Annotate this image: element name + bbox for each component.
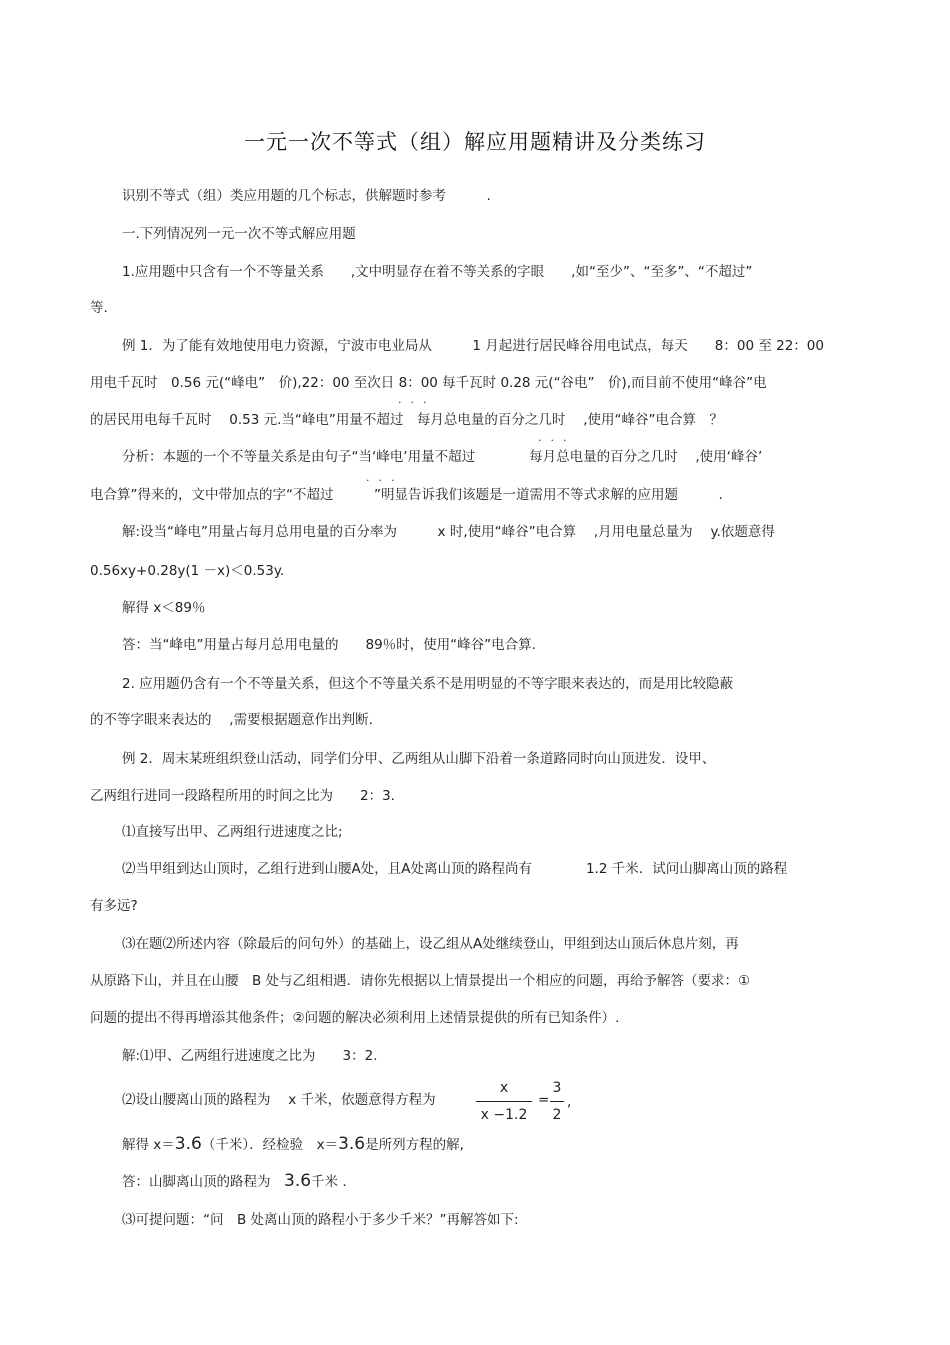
fraction-left bbox=[476, 1078, 532, 1128]
example1-line2: 用电千瓦时 0.56 元(“峰电” 价),22：00 至次日 8：00 每千瓦时 0.28 元(“谷电” 价),而目前不使用“峰谷”电 bbox=[90, 375, 767, 391]
example2-line1: 例 2．周末某班组织登山活动，同学们分甲、乙两组从山脚下沿着一条道路同时向山顶进发．设甲、 bbox=[122, 751, 716, 767]
example2-question2: ⑵当甲组到达山顶时，乙组行进到山腰A处，且A处离山顶的路程尚有 1.2 千米．试问山脚离山顶的路程 bbox=[122, 861, 788, 877]
solution2-part3: ⑶可提问题：“问 B 处离山顶的路程小于多少千米？”再解答如下: bbox=[122, 1212, 519, 1228]
emphasis-dots: ··· bbox=[366, 474, 404, 487]
answer-prefix: 答：山脚离山顶的路程为 bbox=[122, 1174, 284, 1190]
item2-line2: 的不等字眼来表达的 ,需要根据题意作出判断. bbox=[90, 712, 373, 728]
result-prefix: 解得 x＝ bbox=[122, 1137, 175, 1153]
equals-sign: = bbox=[538, 1092, 550, 1108]
item1-line2: 等. bbox=[90, 300, 108, 316]
item2-line1: 2. 应用题仍含有一个不等量关系，但这个不等量关系不是用明显的不等字眼来表达的，而是用比较隐蔽 bbox=[122, 676, 734, 692]
page-title: 一元一次不等式（组）解应用题精讲及分类练习 bbox=[244, 130, 706, 154]
item1-line1: 1.应用题中只含有一个不等量关系 ,文中明显存在着不等关系的字眼 ,如“至少”、“至多”、“不超过” bbox=[122, 264, 753, 280]
fraction-bar bbox=[550, 1101, 564, 1102]
solution2-part2-result bbox=[122, 1136, 464, 1153]
result-check: （千米）．经检验 x＝ bbox=[201, 1137, 339, 1153]
fraction-denominator: x −1.2 bbox=[480, 1107, 528, 1123]
solution2-part2: ⑵设山腰离山顶的路程为 x 千米，依题意得方程为 bbox=[122, 1092, 436, 1108]
solution1-line1: 解:设当“峰电”用量占每月总用电量的百分率为 x 时,使用“峰谷”电合算 ,月用电量总量为 y.依题意得 bbox=[122, 524, 775, 540]
answer-suffix: 千米 . bbox=[311, 1174, 347, 1190]
section-heading-1: 一.下列情况列一元一次不等式解应用题 bbox=[122, 226, 356, 242]
fraction-numerator: 3 bbox=[552, 1080, 562, 1096]
fraction-right bbox=[550, 1078, 564, 1128]
analysis-line2: 电合算”得来的，文中带加点的字“不超过 ”明显告诉我们该题是一道需用不等式求解的应用题 . bbox=[90, 487, 723, 503]
solution1-inequality: 0.56xy+0.28y(1 －x)＜0.53y. bbox=[90, 563, 285, 579]
analysis-line1: 分析：本题的一个不等量关系是由句子“当‘峰电’用量不超过 每月总电量的百分之几时 ,使用‘峰谷’ bbox=[122, 449, 763, 465]
example2-question3-cont: 从原路下山，并且在山腰 B 处与乙组相遇．请你先根据以上情景提出一个相应的问题，再给予解答（要求：① bbox=[90, 973, 751, 989]
answer-value: 3.6 bbox=[284, 1171, 312, 1191]
solution2-part2-answer bbox=[122, 1173, 347, 1190]
comma: , bbox=[567, 1094, 572, 1110]
result-suffix: 是所列方程的解, bbox=[365, 1137, 464, 1153]
emphasis-dots: ··· bbox=[538, 434, 576, 447]
intro-text: 识别不等式（组）类应用题的几个标志，供解题时参考 . bbox=[122, 188, 491, 204]
example2-line2: 乙两组行进同一段路程所用的时间之比为 2：3. bbox=[90, 788, 395, 804]
solution2-part1: 解:⑴甲、乙两组行进速度之比为 3：2. bbox=[122, 1048, 378, 1064]
result-value: 3.6 bbox=[338, 1134, 366, 1154]
example1-line1: 例 1．为了能有效地使用电力资源，宁波市电业局从 1 月起进行居民峰谷用电试点，每天 8：00 至 22：00 bbox=[122, 338, 824, 354]
fraction-bar bbox=[476, 1101, 532, 1102]
fraction-numerator: x bbox=[499, 1080, 509, 1096]
result-value: 3.6 bbox=[174, 1134, 202, 1154]
fraction-denominator: 2 bbox=[552, 1107, 562, 1123]
emphasis-dots: ··· bbox=[398, 396, 436, 409]
example2-question1: ⑴直接写出甲、乙两组行进速度之比; bbox=[122, 824, 343, 840]
example2-question2-cont: 有多远? bbox=[90, 898, 138, 914]
solution1-answer: 答：当“峰电”用量占每月总用电量的 89％时，使用“峰谷”电合算. bbox=[122, 637, 536, 653]
solution1-result: 解得 x＜89％ bbox=[122, 600, 206, 616]
equation bbox=[476, 1078, 586, 1128]
example1-line3: 的居民用电每千瓦时 0.53 元.当“峰电”用量不超过 每月总电量的百分之几时 ,使用“峰谷”电合算 ？ bbox=[90, 412, 723, 428]
example2-question3-requirements: 问题的提出不得再增添其他条件；②问题的解决必须利用上述情景提供的所有已知条件）. bbox=[90, 1010, 620, 1026]
example2-question3: ⑶在题⑵所述内容（除最后的问句外）的基础上，设乙组从A处继续登山，甲组到达山顶后休息片刻，再 bbox=[122, 936, 739, 952]
